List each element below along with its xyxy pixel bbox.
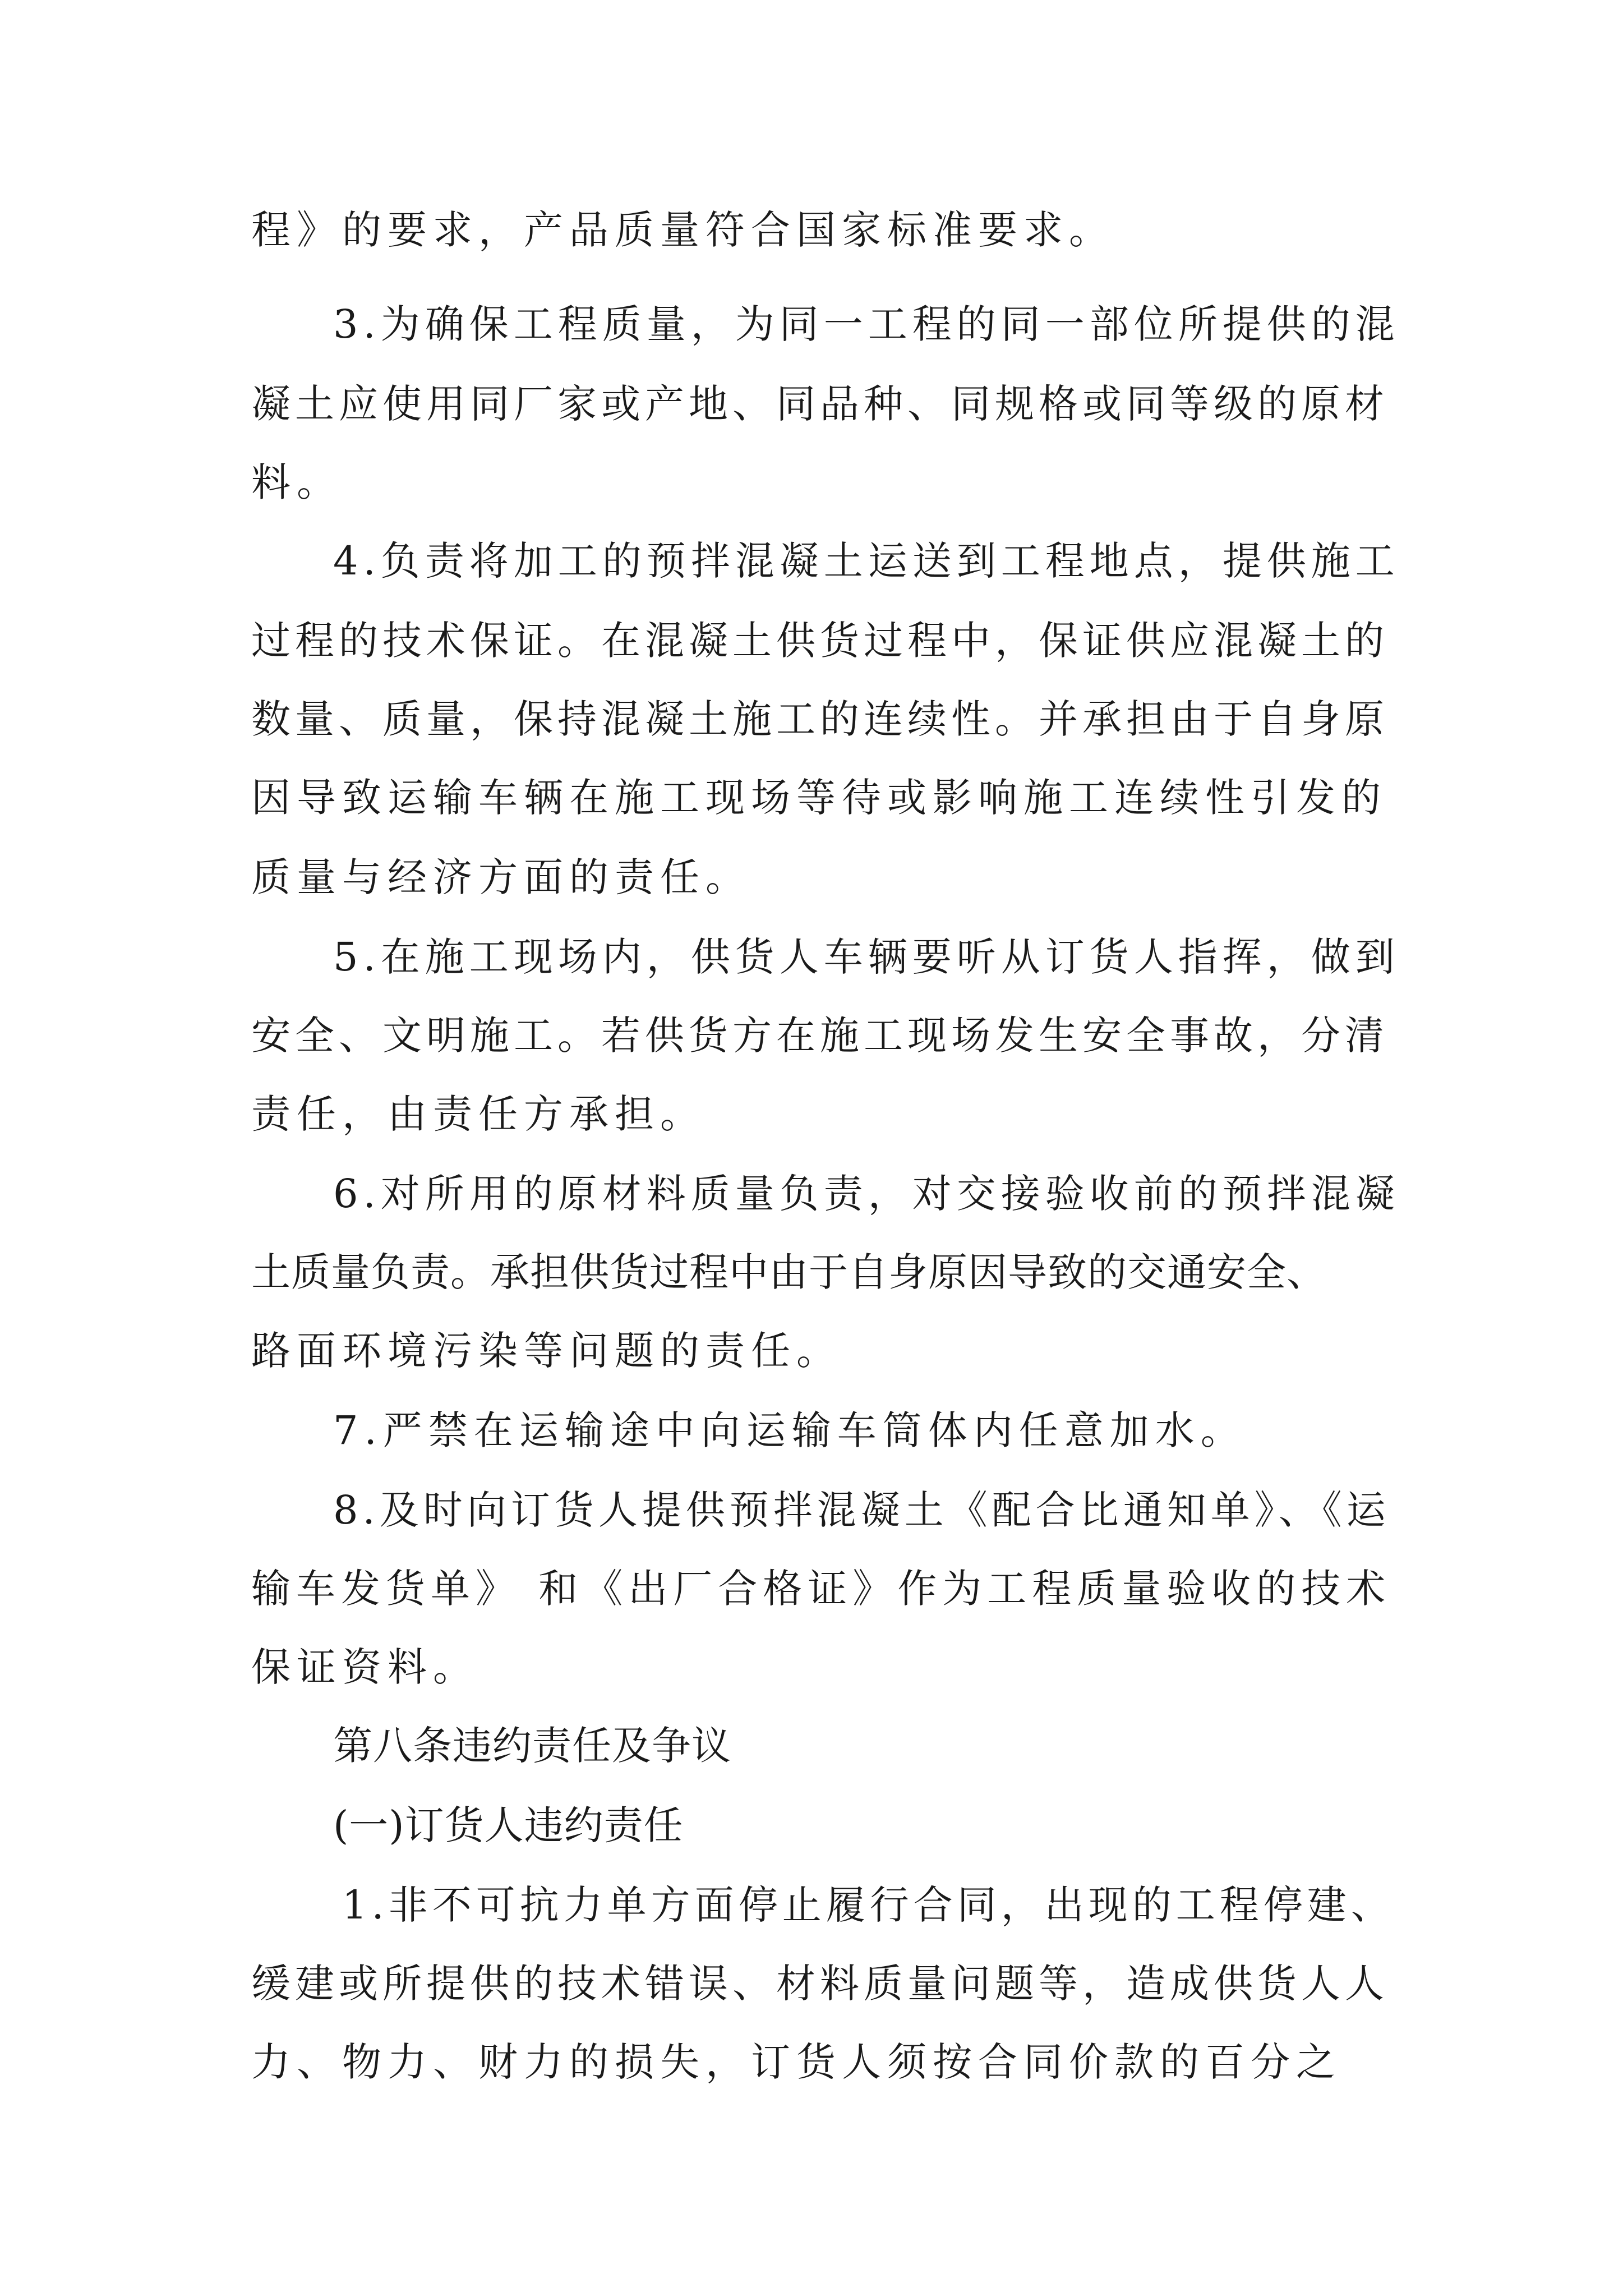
text-line: 1.非不可抗力单方面停止履行合同，出现的工程停建、 (342, 1882, 1395, 1928)
text-line: 数量、质量，保持混凝土施工的连续性。并承担由于自身原 (251, 696, 1389, 742)
text-line: 输车发货单》 和《出厂合格证》作为工程质量验收的技术 (251, 1566, 1391, 1612)
text-line: 保证资料。 (251, 1644, 478, 1690)
text-line: 6.对所用的原材料质量负责，对交接验收前的预拌混凝 (333, 1171, 1400, 1217)
text-line: 质量与经济方面的责任。 (251, 854, 751, 900)
text-line: 安全、文明施工。若供货方在施工现场发生安全事故，分清 (251, 1013, 1389, 1059)
text-line: 5.在施工现场内，供货人车辆要听从订货人指挥，做到 (333, 934, 1400, 980)
text-line: 力、物力、财力的损失，订货人须按合同价款的百分之 (251, 2039, 1341, 2085)
text-line: 程》的要求，产品质量符合国家标准要求。 (251, 207, 1114, 253)
text-line: 凝土应使用同厂家或产地、同品种、同规格或同等级的原材 (251, 381, 1389, 427)
text-line: 因导致运输车辆在施工现场等待或影响施工连续性引发的 (251, 775, 1387, 821)
section-heading: 第八条违约责任及争议 (333, 1723, 731, 1769)
text-line: 3.为确保工程质量，为同一工程的同一部位所提供的混 (333, 301, 1400, 347)
text-line: 路面环境污染等问题的责任。 (251, 1328, 842, 1374)
text-line: 7.严禁在运输途中向运输车筒体内任意加水。 (333, 1407, 1246, 1453)
text-line: 4.负责将加工的预拌混凝土运送到工程地点，提供施工 (333, 538, 1400, 584)
text-line: 料。 (251, 459, 342, 505)
subsection-heading: (一)订货人违约责任 (333, 1802, 684, 1848)
text-line: 缓建或所提供的技术错误、材料质量问题等，造成供货人人 (251, 1961, 1389, 2007)
text-line: 责任，由责任方承担。 (251, 1091, 706, 1137)
text-line: 8.及时向订货人提供预拌混凝土《配合比通知单》、《运 (333, 1487, 1390, 1533)
text-line: 过程的技术保证。在混凝土供货过程中，保证供应混凝土的 (251, 618, 1389, 664)
text-line: 土质量负责。承担供货过程中由于自身原因导致的交通安全、 (251, 1249, 1326, 1295)
